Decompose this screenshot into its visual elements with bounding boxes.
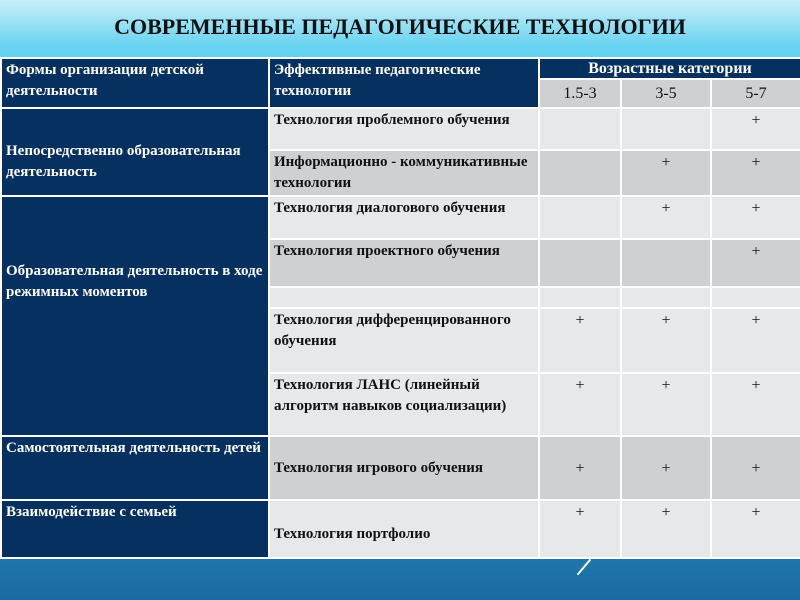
- mark-cell: +: [711, 500, 800, 558]
- mark-cell: +: [621, 150, 711, 196]
- mark-cell: +: [711, 108, 800, 150]
- table-row: [1, 196, 800, 239]
- mark-cell: +: [621, 308, 711, 373]
- mark-cell: +: [711, 436, 800, 500]
- form-cell: Взаимодействие с семьей: [1, 500, 269, 558]
- mark-cell: +: [539, 500, 621, 558]
- tech-cell: Технология проектного обучения: [269, 239, 539, 287]
- technologies-table: [0, 57, 800, 559]
- tech-cell: Технология портфолио: [269, 500, 539, 558]
- table-row: [1, 436, 800, 500]
- table-row: [1, 500, 800, 558]
- tech-cell: Технология ЛАНС (линейный алгоритм навыков социализации): [269, 373, 539, 436]
- form-cell: Непосредственно образовательная деятельность: [1, 108, 269, 196]
- tech-cell: Технология игрового обучения: [269, 436, 539, 500]
- mark-cell: [539, 287, 621, 308]
- mark-cell: +: [711, 150, 800, 196]
- mark-cell: +: [711, 308, 800, 373]
- mark-cell: [621, 287, 711, 308]
- form-cell: Самостоятельная деятельность детей: [1, 436, 269, 500]
- mark-cell: +: [621, 436, 711, 500]
- mark-cell: +: [711, 196, 800, 239]
- header-forms: Формы организации детской деятельности: [1, 58, 269, 108]
- mark-cell: +: [539, 436, 621, 500]
- mark-cell: [539, 196, 621, 239]
- table-row: [1, 108, 800, 150]
- header-technologies: Эффективные педагогические технологии: [269, 58, 539, 108]
- tech-cell: [269, 287, 539, 308]
- mark-cell: [539, 108, 621, 150]
- header-age: 3-5: [621, 79, 711, 108]
- mark-cell: +: [621, 500, 711, 558]
- mark-cell: +: [711, 239, 800, 287]
- mark-cell: +: [539, 373, 621, 436]
- mark-cell: [621, 239, 711, 287]
- page-title: СОВРЕМЕННЫЕ ПЕДАГОГИЧЕСКИЕ ТЕХНОЛОГИИ: [114, 14, 686, 39]
- header-age: 5-7: [711, 79, 800, 108]
- mark-cell: +: [621, 373, 711, 436]
- mark-cell: +: [711, 373, 800, 436]
- tech-cell: Информационно - коммуникативные технологии: [269, 150, 539, 196]
- mark-cell: +: [621, 196, 711, 239]
- mark-cell: [621, 108, 711, 150]
- header-age: 1.5-3: [539, 79, 621, 108]
- decorative-line: [577, 559, 591, 576]
- header-ages: Возрастные категории: [539, 58, 800, 79]
- tech-cell: Технология проблемного обучения: [269, 108, 539, 150]
- tech-cell: Технология диалогового обучения: [269, 196, 539, 239]
- form-cell: Образовательная деятельность в ходе режимных моментов: [1, 196, 269, 436]
- mark-cell: [539, 150, 621, 196]
- mark-cell: [711, 287, 800, 308]
- mark-cell: [539, 239, 621, 287]
- tech-cell: Технология дифференцированного обучения: [269, 308, 539, 373]
- mark-cell: +: [539, 308, 621, 373]
